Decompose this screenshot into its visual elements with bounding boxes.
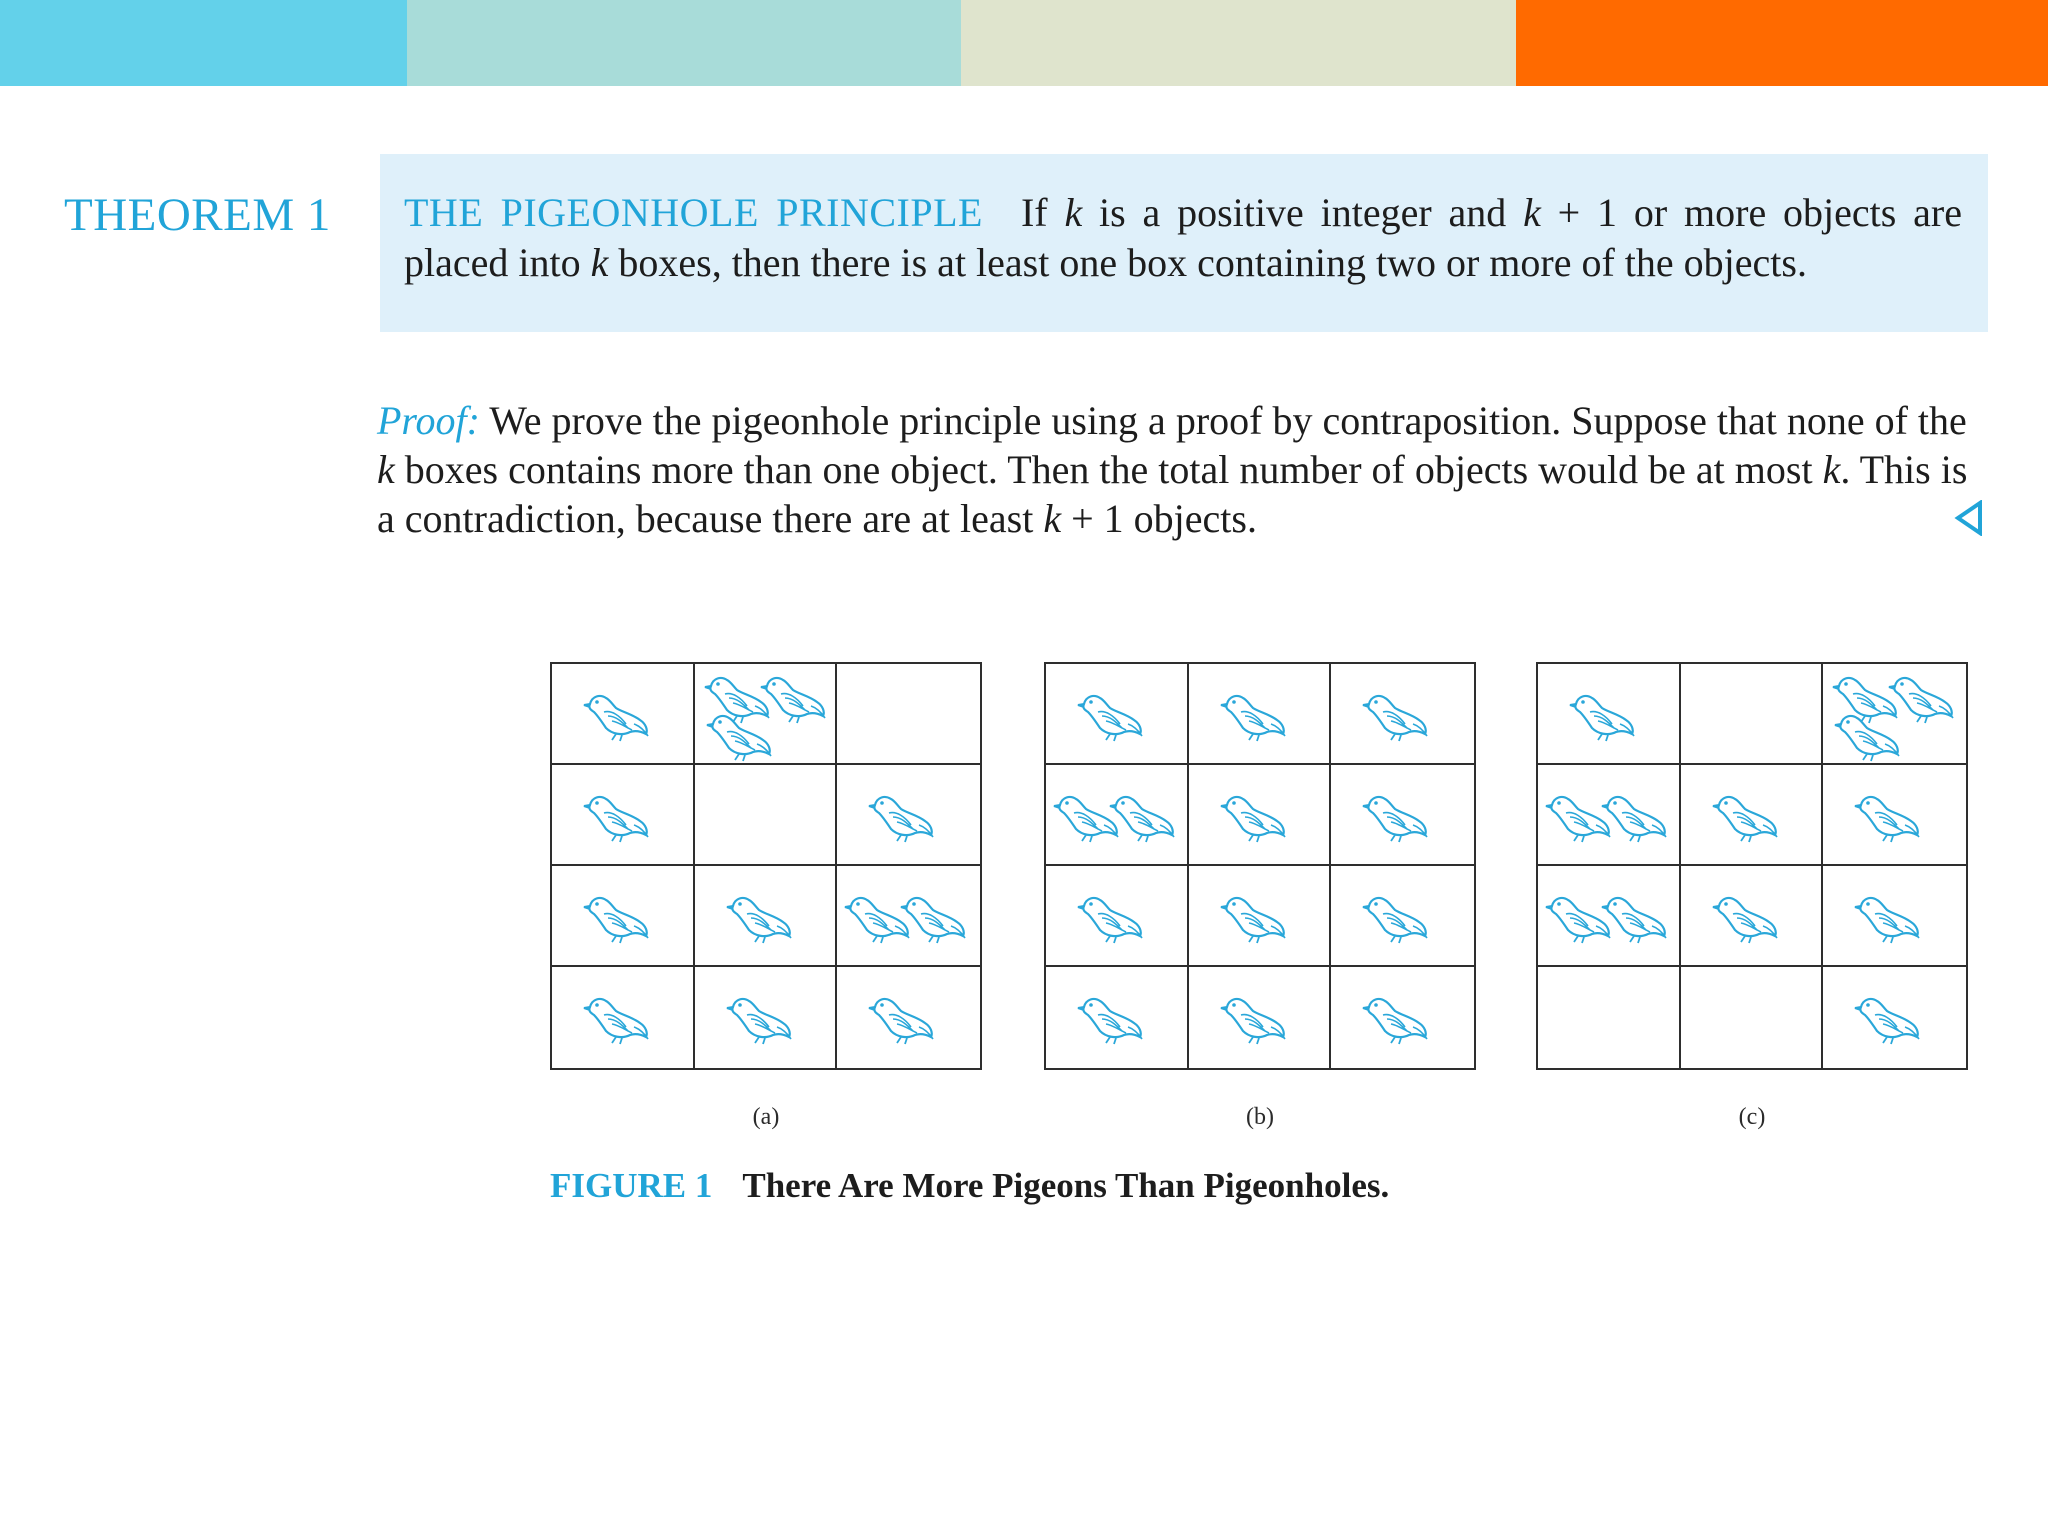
variable-k: k <box>377 447 395 492</box>
grid <box>1536 662 1968 1070</box>
proof-text-part: + 1 objects. <box>1061 496 1257 541</box>
figure-sublabel-a: (a) <box>752 1104 780 1130</box>
pigeonhole-box <box>1538 967 1681 1068</box>
pigeon-icon <box>582 686 652 742</box>
pigeonhole-box <box>1538 664 1681 765</box>
variable-k: k <box>1043 496 1062 541</box>
pigeonhole-box <box>552 967 695 1068</box>
pigeonhole-box <box>695 967 838 1068</box>
pigeon-icon <box>899 888 969 944</box>
pigeon-icon <box>1219 989 1289 1045</box>
pigeonhole-box <box>1189 967 1332 1068</box>
pigeon-icon <box>1361 787 1431 843</box>
color-band-segment <box>407 0 961 86</box>
pigeonhole-box <box>695 866 838 967</box>
pigeon-icon <box>725 888 795 944</box>
pigeon-icon <box>1853 989 1923 1045</box>
pigeonhole-box <box>1681 967 1824 1068</box>
pigeon-icon <box>1853 787 1923 843</box>
pigeonhole-box <box>1823 664 1966 765</box>
proof-text-part: We prove the pigeonhole principle using a proof by contraposition. Suppose that none of the <box>479 398 1967 443</box>
variable-k: k <box>1822 447 1841 492</box>
color-band-segment <box>0 0 407 86</box>
theorem-statement <box>404 188 1962 288</box>
figure-caption <box>550 1166 1389 1206</box>
pigeon-icon <box>1076 686 1146 742</box>
pigeon-icon <box>1219 686 1289 742</box>
pigeon-icon <box>1108 787 1178 843</box>
pigeonhole-box <box>1046 765 1189 866</box>
pigeonhole-box <box>1538 866 1681 967</box>
figure-number: FIGURE 1 <box>550 1166 713 1205</box>
pigeonhole-box <box>695 664 838 765</box>
pigeonhole-box <box>1538 765 1681 866</box>
pigeon-icon <box>1076 888 1146 944</box>
pigeon-icon <box>1600 787 1670 843</box>
pigeon-icon <box>582 989 652 1045</box>
theorem-title: THE PIGEONHOLE PRINCIPLE <box>404 190 983 235</box>
header-color-band <box>0 0 2048 86</box>
proof-text-part: . This is a contradiction, because there are at least <box>377 447 1968 541</box>
pigeonhole-box <box>837 765 980 866</box>
figure-sublabel-c: (c) <box>1738 1104 1766 1130</box>
pigeonhole-box <box>1681 866 1824 967</box>
theorem-text-part: boxes, then there is at least one box containing two or more of the objects. <box>608 240 1807 285</box>
pigeonhole-box <box>1046 866 1189 967</box>
pigeonhole-box <box>1046 967 1189 1068</box>
variable-k: k <box>1064 190 1083 235</box>
pigeonhole-box <box>552 664 695 765</box>
grid <box>1044 662 1476 1070</box>
pigeonhole-box <box>1189 664 1332 765</box>
pigeonhole-box <box>837 866 980 967</box>
pigeon-icon <box>1361 686 1431 742</box>
color-band-segment <box>1516 0 2048 86</box>
figure-caption-text: There Are More Pigeons Than Pigeonholes. <box>742 1166 1390 1205</box>
variable-k: k <box>590 240 609 285</box>
theorem-text-part: is a positive integer and <box>1082 190 1524 235</box>
pigeonhole-box <box>695 765 838 866</box>
figure-sublabel-b: (b) <box>1246 1104 1274 1130</box>
pigeonhole-box <box>1189 866 1332 967</box>
pigeon-icon <box>1361 989 1431 1045</box>
pigeon-icon <box>1853 888 1923 944</box>
pigeon-icon <box>1833 706 1903 762</box>
pigeon-icon <box>582 787 652 843</box>
theorem-label: THEOREM 1 <box>64 189 331 241</box>
grid <box>550 662 982 1070</box>
color-band-segment <box>961 0 1516 86</box>
pigeonhole-grid-b <box>1044 662 1476 1070</box>
pigeonhole-box <box>1823 967 1966 1068</box>
pigeon-icon <box>705 706 775 762</box>
proof-text-part: boxes contains more than one object. Then the total number of objects would be at most <box>394 447 1823 492</box>
pigeon-icon <box>1711 787 1781 843</box>
pigeon-icon <box>725 989 795 1045</box>
pigeonhole-box <box>1681 765 1824 866</box>
pigeonhole-grid-a <box>550 662 982 1070</box>
pigeon-icon <box>1600 888 1670 944</box>
pigeonhole-box <box>1331 967 1474 1068</box>
pigeonhole-box <box>552 765 695 866</box>
pigeonhole-box <box>837 967 980 1068</box>
pigeon-icon <box>1076 989 1146 1045</box>
pigeon-icon <box>1219 787 1289 843</box>
pigeon-icon <box>1219 888 1289 944</box>
theorem-text-part: + 1 or more objects are placed into <box>404 190 1963 285</box>
theorem-box <box>380 154 1988 332</box>
end-of-proof-triangle-icon <box>1954 500 1984 536</box>
pigeon-icon <box>1361 888 1431 944</box>
pigeonhole-box <box>1189 765 1332 866</box>
pigeon-icon <box>867 787 937 843</box>
pigeon-icon <box>1711 888 1781 944</box>
pigeonhole-box <box>1823 765 1966 866</box>
pigeon-icon <box>1568 686 1638 742</box>
pigeon-icon <box>582 888 652 944</box>
theorem-text-part: If <box>1020 190 1065 235</box>
pigeonhole-grid-c <box>1536 662 1968 1070</box>
pigeonhole-box <box>1331 866 1474 967</box>
pigeonhole-box <box>1331 664 1474 765</box>
pigeonhole-box <box>1681 664 1824 765</box>
pigeonhole-box <box>1331 765 1474 866</box>
variable-k: k <box>1523 190 1541 235</box>
pigeonhole-box <box>552 866 695 967</box>
pigeon-icon <box>867 989 937 1045</box>
pigeonhole-box <box>837 664 980 765</box>
proof-label: Proof: <box>377 398 480 443</box>
proof-paragraph <box>377 396 1988 543</box>
pigeonhole-box <box>1823 866 1966 967</box>
pigeonhole-box <box>1046 664 1189 765</box>
